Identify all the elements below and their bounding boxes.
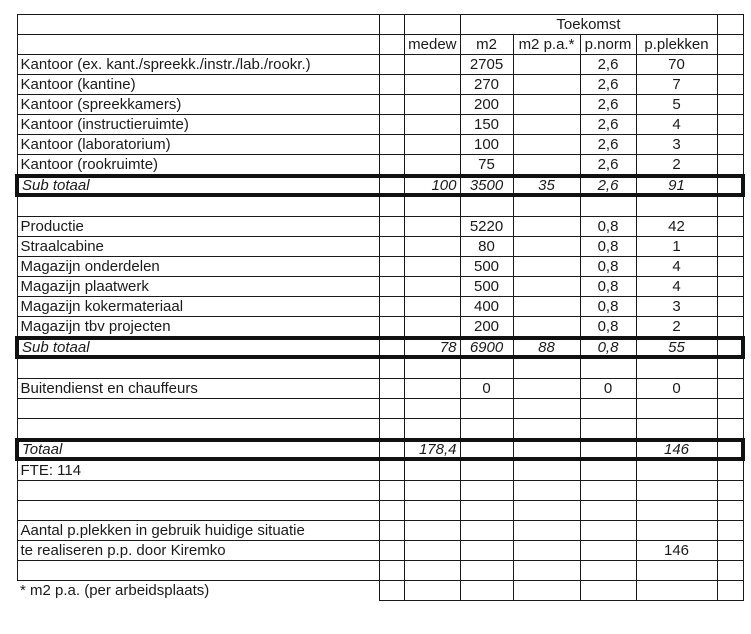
table-row bbox=[17, 277, 743, 297]
medew-cell bbox=[404, 257, 460, 277]
table-row bbox=[17, 135, 743, 155]
row-label: Buitendienst en chauffeurs bbox=[17, 379, 379, 399]
m2pa-cell: 88 bbox=[513, 338, 580, 357]
spacer-cell bbox=[717, 459, 743, 481]
pnorm-cell bbox=[580, 399, 636, 419]
row-label bbox=[17, 195, 379, 217]
pplekken-cell: 4 bbox=[636, 257, 717, 277]
m2pa-cell bbox=[513, 55, 580, 75]
m2-cell bbox=[460, 501, 513, 521]
spacer-cell bbox=[717, 357, 743, 379]
row-label: Productie bbox=[17, 217, 379, 237]
m2pa-cell bbox=[513, 257, 580, 277]
spacer-cell bbox=[717, 217, 743, 237]
m2pa-cell bbox=[513, 115, 580, 135]
m2pa-cell bbox=[513, 501, 580, 521]
row-label: Kantoor (rookruimte) bbox=[17, 155, 379, 177]
spacer-cell bbox=[379, 176, 404, 195]
group-header-toekomst: Toekomst bbox=[460, 15, 717, 35]
m2pa-cell bbox=[513, 217, 580, 237]
medew-cell bbox=[404, 481, 460, 501]
row-label: te realiseren p.p. door Kiremko bbox=[17, 541, 379, 561]
row-label: Kantoor (kantine) bbox=[17, 75, 379, 95]
footnote: * m2 p.a. (per arbeidsplaats) bbox=[17, 581, 379, 601]
pnorm-cell: 0,8 bbox=[580, 317, 636, 339]
spacer-cell bbox=[580, 581, 636, 601]
table-row bbox=[17, 521, 743, 541]
m2-cell: 270 bbox=[460, 75, 513, 95]
pplekken-cell: 5 bbox=[636, 95, 717, 115]
row-label: Aantal p.plekken in gebruik huidige situatie bbox=[17, 521, 379, 541]
medew-cell bbox=[404, 521, 460, 541]
spacer-cell bbox=[379, 257, 404, 277]
m2pa-cell bbox=[513, 481, 580, 501]
table-row bbox=[17, 399, 743, 419]
pnorm-cell: 2,6 bbox=[580, 155, 636, 177]
table-row bbox=[17, 561, 743, 581]
m2-cell: 200 bbox=[460, 95, 513, 115]
pplekken-cell bbox=[636, 481, 717, 501]
pplekken-cell: 4 bbox=[636, 277, 717, 297]
medew-cell bbox=[404, 237, 460, 257]
pplekken-cell: 42 bbox=[636, 217, 717, 237]
row-label: Totaal bbox=[17, 440, 379, 459]
table-row bbox=[17, 501, 743, 521]
header-cell bbox=[717, 15, 743, 35]
medew-cell: 100 bbox=[404, 176, 460, 195]
spacer-cell bbox=[717, 135, 743, 155]
m2-cell: 500 bbox=[460, 277, 513, 297]
spacer-cell bbox=[717, 195, 743, 217]
row-label: Kantoor (spreekkamers) bbox=[17, 95, 379, 115]
table-row bbox=[17, 75, 743, 95]
spacer-cell bbox=[379, 440, 404, 459]
m2-cell bbox=[460, 195, 513, 217]
m2-cell: 3500 bbox=[460, 176, 513, 195]
pplekken-cell: 3 bbox=[636, 297, 717, 317]
spacer-cell bbox=[717, 237, 743, 257]
medew-cell bbox=[404, 195, 460, 217]
table-row bbox=[17, 55, 743, 75]
row-label: Kantoor (laboratorium) bbox=[17, 135, 379, 155]
pnorm-cell: 2,6 bbox=[580, 115, 636, 135]
pplekken-cell: 91 bbox=[636, 176, 717, 195]
row-label: Kantoor (instructieruimte) bbox=[17, 115, 379, 135]
pnorm-cell bbox=[580, 357, 636, 379]
medew-cell bbox=[404, 115, 460, 135]
spacer-cell bbox=[717, 95, 743, 115]
row-label: Sub totaal bbox=[17, 176, 379, 195]
workplace-table bbox=[15, 14, 745, 601]
row-label bbox=[17, 501, 379, 521]
m2-cell bbox=[460, 440, 513, 459]
m2pa-cell bbox=[513, 95, 580, 115]
spacer-cell bbox=[379, 481, 404, 501]
pnorm-cell: 2,6 bbox=[580, 135, 636, 155]
m2-cell bbox=[460, 459, 513, 481]
medew-cell: 178,4 bbox=[404, 440, 460, 459]
pnorm-cell: 2,6 bbox=[580, 176, 636, 195]
footnote-row bbox=[17, 581, 743, 601]
pplekken-cell bbox=[636, 501, 717, 521]
m2-cell: 150 bbox=[460, 115, 513, 135]
m2pa-cell bbox=[513, 379, 580, 399]
pplekken-cell: 2 bbox=[636, 317, 717, 339]
pplekken-cell bbox=[636, 459, 717, 481]
medew-cell bbox=[404, 217, 460, 237]
row-label: Kantoor (ex. kant./spreekk./instr./lab./rookr.) bbox=[17, 55, 379, 75]
header-cell bbox=[17, 15, 379, 35]
pnorm-cell: 2,6 bbox=[580, 95, 636, 115]
table-row bbox=[17, 95, 743, 115]
spacer-cell bbox=[717, 277, 743, 297]
m2pa-cell bbox=[513, 399, 580, 419]
m2pa-cell bbox=[513, 440, 580, 459]
spacer-cell bbox=[379, 55, 404, 75]
m2-cell: 0 bbox=[460, 379, 513, 399]
spacer-cell bbox=[379, 561, 404, 581]
spacer-cell bbox=[460, 581, 513, 601]
m2pa-cell bbox=[513, 419, 580, 441]
spacer-cell bbox=[379, 317, 404, 339]
pnorm-cell bbox=[580, 459, 636, 481]
pplekken-cell: 7 bbox=[636, 75, 717, 95]
m2pa-cell bbox=[513, 195, 580, 217]
spacer-cell bbox=[717, 481, 743, 501]
pnorm-cell: 0,8 bbox=[580, 338, 636, 357]
table-row bbox=[17, 217, 743, 237]
column-header bbox=[379, 35, 404, 55]
pnorm-cell: 2,6 bbox=[580, 75, 636, 95]
pnorm-cell: 0,8 bbox=[580, 237, 636, 257]
pnorm-cell: 0,8 bbox=[580, 217, 636, 237]
pplekken-cell: 4 bbox=[636, 115, 717, 135]
m2pa-cell bbox=[513, 317, 580, 339]
pnorm-cell: 2,6 bbox=[580, 55, 636, 75]
m2-cell: 500 bbox=[460, 257, 513, 277]
spacer-cell bbox=[379, 521, 404, 541]
pnorm-cell bbox=[580, 521, 636, 541]
spacer-cell bbox=[717, 297, 743, 317]
m2pa-cell bbox=[513, 521, 580, 541]
medew-cell bbox=[404, 75, 460, 95]
pnorm-cell bbox=[580, 481, 636, 501]
spacer-cell bbox=[379, 95, 404, 115]
group-header-row bbox=[17, 15, 743, 35]
subtotal-row bbox=[17, 338, 743, 357]
table-row bbox=[17, 297, 743, 317]
m2pa-cell bbox=[513, 135, 580, 155]
pnorm-cell: 0,8 bbox=[580, 277, 636, 297]
row-label: Magazijn kokermateriaal bbox=[17, 297, 379, 317]
spacer-cell bbox=[717, 399, 743, 419]
spacer-cell bbox=[404, 581, 460, 601]
m2pa-cell bbox=[513, 357, 580, 379]
m2-cell: 100 bbox=[460, 135, 513, 155]
spacer-cell bbox=[717, 155, 743, 177]
spacer-cell bbox=[379, 75, 404, 95]
spacer-cell bbox=[717, 501, 743, 521]
pplekken-cell bbox=[636, 399, 717, 419]
table-row bbox=[17, 115, 743, 135]
row-label: Magazijn tbv projecten bbox=[17, 317, 379, 339]
spacer-cell bbox=[717, 317, 743, 339]
column-header-m2pa: m2 p.a.* bbox=[513, 35, 580, 55]
spacer-cell bbox=[717, 338, 743, 357]
spacer-cell bbox=[717, 561, 743, 581]
table-row bbox=[17, 317, 743, 339]
medew-cell bbox=[404, 95, 460, 115]
column-header bbox=[17, 35, 379, 55]
medew-cell: 78 bbox=[404, 338, 460, 357]
column-header-pnorm: p.norm bbox=[580, 35, 636, 55]
spacer-cell bbox=[717, 257, 743, 277]
spacer-cell bbox=[717, 541, 743, 561]
pnorm-cell bbox=[580, 419, 636, 441]
row-label bbox=[17, 561, 379, 581]
medew-cell bbox=[404, 501, 460, 521]
spacer-cell bbox=[379, 399, 404, 419]
medew-cell bbox=[404, 55, 460, 75]
pnorm-cell bbox=[580, 541, 636, 561]
column-header bbox=[717, 35, 743, 55]
pplekken-cell: 0 bbox=[636, 379, 717, 399]
spacer-cell bbox=[379, 217, 404, 237]
table-row bbox=[17, 419, 743, 441]
table-row bbox=[17, 237, 743, 257]
pplekken-cell: 70 bbox=[636, 55, 717, 75]
pplekken-cell: 146 bbox=[636, 440, 717, 459]
spacer-cell bbox=[717, 115, 743, 135]
table-row bbox=[17, 257, 743, 277]
row-label: FTE: 114 bbox=[17, 459, 379, 481]
spacer-cell bbox=[379, 357, 404, 379]
medew-cell bbox=[404, 297, 460, 317]
m2pa-cell bbox=[513, 237, 580, 257]
m2-cell: 80 bbox=[460, 237, 513, 257]
m2-cell bbox=[460, 357, 513, 379]
pplekken-cell bbox=[636, 561, 717, 581]
m2pa-cell bbox=[513, 75, 580, 95]
table-row bbox=[17, 379, 743, 399]
table-row bbox=[17, 481, 743, 501]
medew-cell bbox=[404, 419, 460, 441]
pplekken-cell bbox=[636, 419, 717, 441]
medew-cell bbox=[404, 155, 460, 177]
m2-cell bbox=[460, 399, 513, 419]
row-label bbox=[17, 357, 379, 379]
pnorm-cell: 0 bbox=[580, 379, 636, 399]
spacer-cell bbox=[717, 55, 743, 75]
medew-cell bbox=[404, 317, 460, 339]
column-header-m2: m2 bbox=[460, 35, 513, 55]
medew-cell bbox=[404, 379, 460, 399]
spacer-cell bbox=[717, 379, 743, 399]
spacer-cell bbox=[379, 195, 404, 217]
pnorm-cell bbox=[580, 195, 636, 217]
spacer-cell bbox=[513, 581, 580, 601]
pnorm-cell bbox=[580, 561, 636, 581]
spacer-cell bbox=[379, 338, 404, 357]
spacer-cell bbox=[379, 501, 404, 521]
spacer-cell bbox=[717, 419, 743, 441]
medew-cell bbox=[404, 561, 460, 581]
table-row bbox=[17, 459, 743, 481]
m2-cell: 200 bbox=[460, 317, 513, 339]
m2pa-cell bbox=[513, 277, 580, 297]
medew-cell bbox=[404, 459, 460, 481]
m2-cell: 75 bbox=[460, 155, 513, 177]
spacer-cell bbox=[636, 581, 717, 601]
table-row bbox=[17, 195, 743, 217]
spacer-cell bbox=[379, 237, 404, 257]
spacer-cell bbox=[379, 277, 404, 297]
m2pa-cell bbox=[513, 297, 580, 317]
pplekken-cell bbox=[636, 195, 717, 217]
m2pa-cell bbox=[513, 541, 580, 561]
pplekken-cell: 3 bbox=[636, 135, 717, 155]
spacer-cell bbox=[379, 379, 404, 399]
medew-cell bbox=[404, 357, 460, 379]
spacer-cell bbox=[717, 176, 743, 195]
total-row bbox=[17, 440, 743, 459]
pplekken-cell bbox=[636, 521, 717, 541]
spacer-cell bbox=[717, 521, 743, 541]
spacer-cell bbox=[379, 419, 404, 441]
spacer-cell bbox=[717, 75, 743, 95]
table-row bbox=[17, 155, 743, 177]
row-label bbox=[17, 481, 379, 501]
table-row bbox=[17, 541, 743, 561]
m2pa-cell: 35 bbox=[513, 176, 580, 195]
spacer-cell bbox=[379, 135, 404, 155]
pnorm-cell bbox=[580, 440, 636, 459]
m2pa-cell bbox=[513, 561, 580, 581]
row-label: Sub totaal bbox=[17, 338, 379, 357]
pplekken-cell: 146 bbox=[636, 541, 717, 561]
m2-cell: 6900 bbox=[460, 338, 513, 357]
row-label bbox=[17, 419, 379, 441]
m2-cell bbox=[460, 561, 513, 581]
row-label: Straalcabine bbox=[17, 237, 379, 257]
spacer-cell bbox=[379, 459, 404, 481]
row-label: Magazijn plaatwerk bbox=[17, 277, 379, 297]
m2-cell bbox=[460, 419, 513, 441]
header-cell bbox=[379, 15, 404, 35]
spacer-cell bbox=[379, 115, 404, 135]
column-header-row bbox=[17, 35, 743, 55]
m2-cell bbox=[460, 521, 513, 541]
m2-cell: 400 bbox=[460, 297, 513, 317]
m2pa-cell bbox=[513, 155, 580, 177]
column-header-pplekken: p.plekken bbox=[636, 35, 717, 55]
pplekken-cell: 1 bbox=[636, 237, 717, 257]
medew-cell bbox=[404, 541, 460, 561]
m2pa-cell bbox=[513, 459, 580, 481]
pplekken-cell bbox=[636, 357, 717, 379]
spacer-cell bbox=[379, 297, 404, 317]
table-row bbox=[17, 357, 743, 379]
spacer-cell bbox=[379, 581, 404, 601]
m2-cell: 2705 bbox=[460, 55, 513, 75]
spacer-cell bbox=[379, 155, 404, 177]
spacer-cell bbox=[717, 581, 743, 601]
m2-cell: 5220 bbox=[460, 217, 513, 237]
medew-cell bbox=[404, 135, 460, 155]
row-label bbox=[17, 399, 379, 419]
medew-cell bbox=[404, 277, 460, 297]
subtotal-row bbox=[17, 176, 743, 195]
column-header-medew: medew bbox=[404, 35, 460, 55]
spacer-cell bbox=[379, 541, 404, 561]
pnorm-cell: 0,8 bbox=[580, 257, 636, 277]
m2-cell bbox=[460, 541, 513, 561]
pplekken-cell: 2 bbox=[636, 155, 717, 177]
m2-cell bbox=[460, 481, 513, 501]
pplekken-cell: 55 bbox=[636, 338, 717, 357]
pnorm-cell bbox=[580, 501, 636, 521]
row-label: Magazijn onderdelen bbox=[17, 257, 379, 277]
header-cell bbox=[404, 15, 460, 35]
spacer-cell bbox=[717, 440, 743, 459]
medew-cell bbox=[404, 399, 460, 419]
pnorm-cell: 0,8 bbox=[580, 297, 636, 317]
